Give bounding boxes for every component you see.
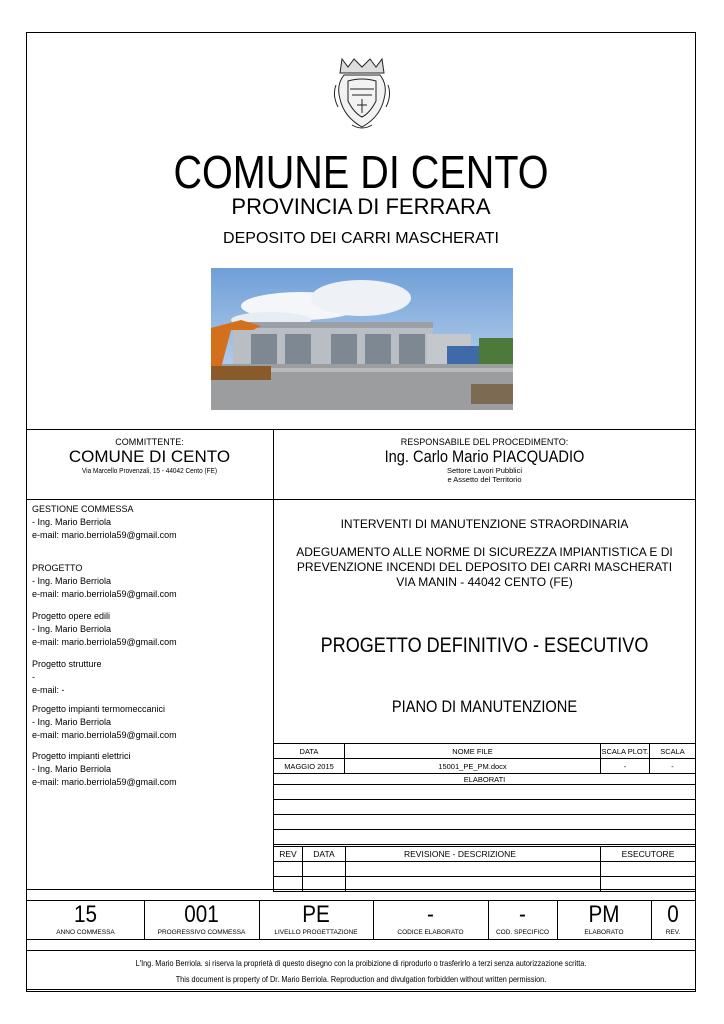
role-person: - Ing. Mario Berriola — [32, 517, 112, 527]
project-desc-line: ADEGUAMENTO ALLE NORME DI SICUREZZA IMPIANTISTICA E DI — [296, 545, 673, 559]
table-cell: - — [601, 759, 650, 774]
project-phase: PROGETTO DEFINITIVO - ESECUTIVO — [320, 634, 649, 657]
codes-bar — [26, 900, 696, 940]
role-title: Progetto impianti elettrici — [32, 751, 131, 761]
role-entry — [32, 503, 177, 542]
table-cell — [303, 862, 346, 877]
code-cell — [259, 901, 374, 939]
document-title: PIANO DI MANUTENZIONE — [391, 697, 578, 716]
code-cell — [651, 901, 695, 939]
code-cell — [27, 901, 145, 939]
coat-of-arms-emblem — [330, 55, 394, 133]
code-value: 15 — [74, 901, 97, 928]
table-cell — [303, 877, 346, 892]
role-email: e-mail: - — [32, 685, 65, 695]
client-label: COMMITTENTE: — [115, 437, 184, 447]
role-person: - — [32, 672, 35, 682]
divider — [26, 499, 696, 500]
elaborati-label: ELABORATI — [274, 774, 696, 785]
blank-row — [274, 785, 696, 800]
code-label: CODICE ELABORATO — [397, 929, 464, 936]
table-cell — [274, 877, 303, 892]
table-header: REVISIONE - DESCRIZIONE — [346, 847, 601, 862]
code-cell — [373, 901, 489, 939]
table-cell — [346, 877, 601, 892]
table-cell: - — [650, 759, 696, 774]
copyright-notice — [26, 950, 696, 990]
role-email: e-mail: mario.berriola59@gmail.com — [32, 777, 177, 787]
table-cell — [601, 862, 696, 877]
client-name: COMUNE DI CENTO — [68, 447, 231, 466]
role-title: GESTIONE COMMESSA — [32, 504, 134, 514]
table-cell — [601, 877, 696, 892]
interventi-heading: INTERVENTI DI MANUTENZIONE STRAORDINARIA — [340, 517, 629, 531]
role-email: e-mail: mario.berriola59@gmail.com — [32, 637, 177, 647]
role-person: - Ing. Mario Berriola — [32, 624, 112, 634]
table-header: NOME FILE — [345, 744, 601, 759]
table-header: SCALA — [650, 744, 696, 759]
code-label: REV. — [665, 929, 681, 936]
table-header: SCALA PLOT. — [601, 744, 650, 759]
role-email: e-mail: mario.berriola59@gmail.com — [32, 589, 177, 599]
role-email: e-mail: mario.berriola59@gmail.com — [32, 730, 177, 740]
role-entry — [32, 562, 177, 601]
code-value: PE — [302, 901, 330, 928]
role-entry — [32, 703, 177, 742]
responsible-block — [273, 437, 696, 484]
responsible-dept-line2: e Assetto del Territorio — [447, 475, 522, 484]
table-header: ESECUTORE — [601, 847, 696, 862]
province-heading: PROVINCIA DI FERRARA — [231, 194, 491, 219]
code-label: ELABORATO — [584, 929, 624, 936]
responsible-label: RESPONSABILE DEL PROCEDIMENTO: — [400, 437, 569, 447]
role-person: - Ing. Mario Berriola — [32, 764, 112, 774]
role-entry — [32, 750, 177, 789]
project-description — [273, 545, 696, 590]
table-cell: MAGGIO 2015 — [274, 759, 345, 774]
blank-row — [274, 830, 696, 845]
code-value: 001 — [184, 901, 219, 928]
page-title: COMUNE DI CENTO — [173, 146, 549, 198]
code-label: ANNO COMMESSA — [56, 929, 115, 936]
table-header: REV — [274, 847, 303, 862]
role-entry — [32, 610, 177, 649]
table-header: DATA — [303, 847, 346, 862]
blank-row — [274, 815, 696, 830]
table-header: DATA — [274, 744, 345, 759]
role-title: Progetto opere edili — [32, 611, 111, 621]
code-label: COD. SPECIFICO — [495, 929, 550, 936]
copyright-line-it: L'Ing. Mario Berriola. si riserva la proprietà di questo disegno con la proibizione di riprodurlo o trasferirlo a terzi senza autorizzazione scritta. — [135, 958, 587, 968]
table-cell — [346, 862, 601, 877]
blank-row — [274, 800, 696, 815]
code-cell — [144, 901, 260, 939]
role-email: e-mail: mario.berriola59@gmail.com — [32, 530, 177, 540]
code-value: 0 — [667, 901, 679, 928]
table-cell: 15001_PE_PM.docx — [345, 759, 601, 774]
role-person: - Ing. Mario Berriola — [32, 717, 112, 727]
copyright-line-en: This document is property of Dr. Mario Berriola. Reproduction and divulgation forbidden without written permission. — [175, 974, 547, 984]
revision-table — [273, 846, 696, 892]
role-title: Progetto strutture — [32, 659, 102, 669]
code-cell — [557, 901, 652, 939]
client-address: Via Marcello Provenzali, 15 - 44042 Cento (FE) — [81, 466, 218, 475]
client-block — [26, 437, 273, 475]
code-value: PM — [588, 901, 620, 928]
role-title: Progetto impianti termomeccanici — [32, 704, 166, 714]
code-value: - — [519, 901, 526, 928]
role-entry — [32, 658, 102, 697]
role-person: - Ing. Mario Berriola — [32, 576, 112, 586]
code-label: PROGRESSIVO COMMESSA — [157, 929, 246, 936]
project-desc-line: PREVENZIONE INCENDI DEL DEPOSITO DEI CARRI MASCHERATI — [296, 560, 673, 574]
responsible-dept-line1: Settore Lavori Pubblici — [446, 466, 523, 475]
subject-heading: DEPOSITO DEI CARRI MASCHERATI — [223, 230, 499, 247]
table-cell — [274, 862, 303, 877]
file-info-table — [273, 743, 696, 845]
code-cell — [488, 901, 558, 939]
building-photo — [211, 268, 513, 410]
project-desc-line: VIA MANIN - 44042 CENTO (FE) — [396, 575, 573, 589]
responsible-name: Ing. Carlo Mario PIACQUADIO — [384, 447, 585, 466]
divider — [26, 429, 696, 430]
role-title: PROGETTO — [32, 563, 83, 573]
code-value: - — [427, 901, 434, 928]
code-label: LIVELLO PROGETTAZIONE — [274, 929, 358, 936]
